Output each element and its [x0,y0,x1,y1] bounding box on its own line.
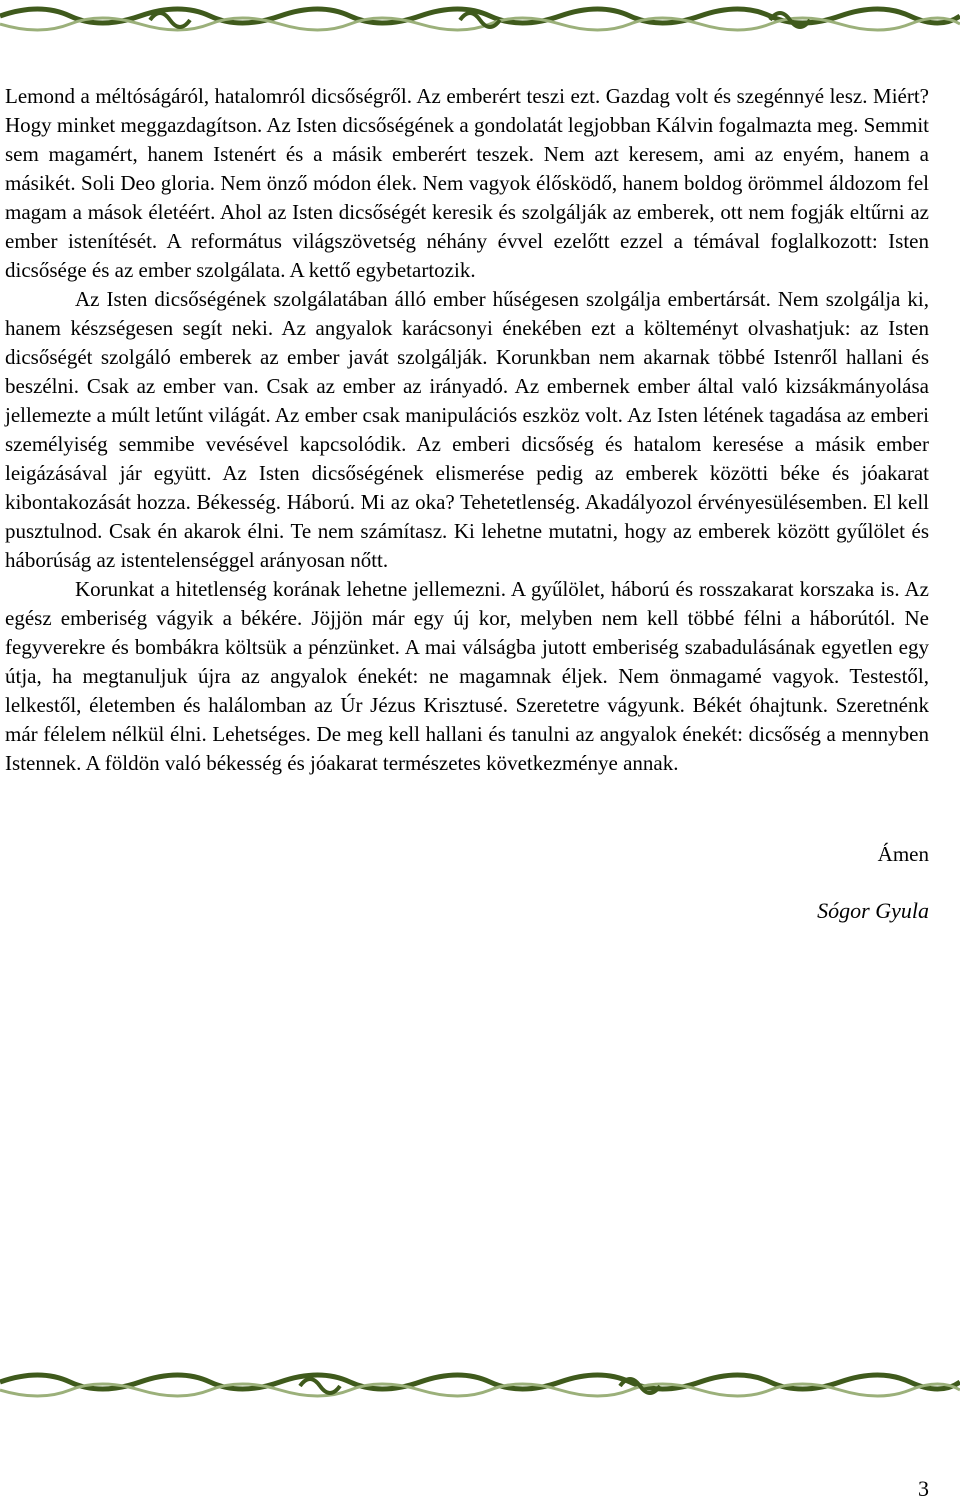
article-paragraph: Korunkat a hitetlenség korának lehetne jellemezni. A gyűlölet, háború és rosszakarat korszaka is. Az egész emberiség vágyik a békére. Jöjjön már egy új kor, melyben nem kell többé félni a háborútól. Ne fegyverekre és bombákra költsük a pénzünket. A mai válságba jutott emberiség szabadulásának egyetlen egy útja, ha megtanuljuk újra az angyalok énekét: ne magamnak éljek. Nem önmagamé vagyok. Testestől, lelkestől, életemben és halálomban az Úr Jézus Krisztusé. Szeretetre vágyunk. Békét óhajtunk. Szeretnénk már félelem nélkül élni. Lehetséges. De meg kell hallani és tanulni az angyalok énekét: dicsőség a mennyben Istennek. A földön való békesség és jóakarat természetes következménye annak. [5,577,929,775]
author-signature: Sógor Gyula [817,898,929,923]
page-number: 3 [918,1476,929,1501]
article-paragraph: Az Isten dicsőségének szolgálatában álló ember hűségesen szolgálja embertársát. Nem szolgálja ki, hanem készségesen segít neki. Az angyalok karácsonyi énekében ezt a költeményt olvashatjuk: az Isten dicsőségét szolgáló emberek az ember javát szolgálják. Korunkban nem akarnak többé Istenről hallani és beszélni. Csak az ember van. Csak az ember az irányadó. Az embernek ember által való kizsákmányolása jellemezte a múlt letűnt világát. Az ember csak manipulációs eszköz volt. Az Isten létének tagadása az emberi személyiség semmibe vevésével kapcsolódik. Az emberi dicsőség és hatalom keresése a másik ember leigázásával jár együtt. Az Isten dicsőségének elismerése pedig az emberek közötti béke és jóakarat kibontakozását hozza. Békesség. Háború. Mi az oka? Tehetetlenség. Akadályozol érvényesülésemben. El kell pusztulnod. Csak én akarok élni. Te nem számítasz. Ki lehetne mutatni, hogy az emberek között gyűlölet és háborúság az istentelenséggel arányosan nőtt. [5,287,929,572]
article-paragraph: Lemond a méltóságáról, hatalomról dicsőségről. Az emberért teszi ezt. Gazdag volt és szegénnyé lesz. Miért? Hogy minket meggazdagítson. Az Isten dicsőségének a gondolatát legjobban Kálvin fogalmazta meg. Semmit sem magamért, hanem Istenért és a másik emberért teszek. Nem azt keresem, ami az enyém, hanem a másikét. Soli Deo gloria. Nem önző módon élek. Nem vagyok élősködő, hanem boldog örömmel áldozom fel magam a mások életéért. Ahol az Isten dicsőségét keresik és szolgálják az emberek, ott nem fogják eltűrni az ember istenítését. A református világszövetség néhány évvel ezelőtt ezzel a témával foglalkozott: Isten dicsősége és az ember szolgálata. A kettő egybetartozik. [5,84,929,282]
article-body [5,82,929,778]
closing-amen: Ámen [877,842,929,866]
bottom-ornament-border [0,1362,960,1410]
top-ornament-border [0,0,960,48]
